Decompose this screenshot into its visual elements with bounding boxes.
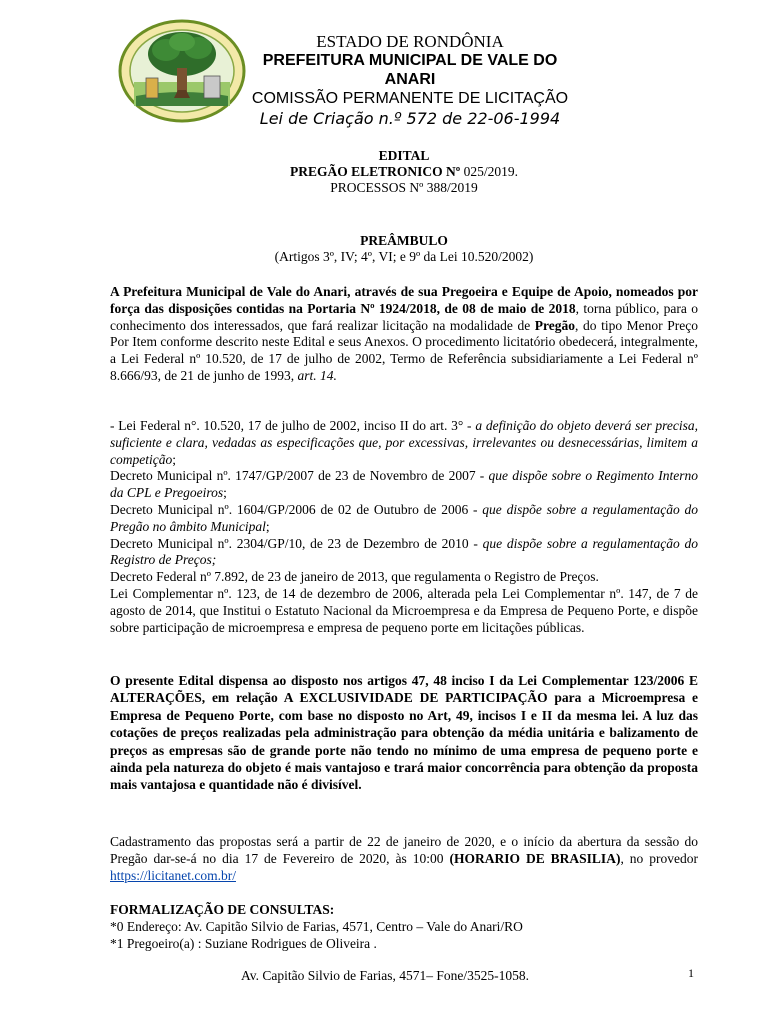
licitanet-link[interactable]: https://licitanet.com.br/	[110, 867, 236, 883]
intro-paragraph	[110, 284, 698, 385]
law-italic: que dispõe sobre o Regimento Interno da CPL e Pregoeiros	[110, 468, 698, 501]
law-end: ;	[223, 485, 227, 501]
law-text: - Lei Federal n°. 10.520, 17 de julho de 2002, inciso II do art. 3° -	[110, 418, 476, 433]
letterhead	[250, 32, 570, 129]
municipal-seal-logo	[116, 18, 248, 124]
law-item	[110, 468, 698, 502]
page-number: 1	[688, 966, 694, 980]
municipality-name: PREFEITURA MUNICIPAL DE VALE DO ANARI	[262, 52, 558, 88]
preambulo-subtitle: (Artigos 3º, IV; 4º, VI; e 9º da Lei 10.520/2002)	[274, 249, 534, 264]
cadastro-text: Cadastramento das propostas será a partir de 22 de janeiro de 2020, e o início da abertura da sessão do Pregão dar-se-á no dia 17 de Fevereiro de 2020, às 10:00	[110, 834, 698, 866]
footer-address: Av. Capitão Silvio de Farias, 4571– Fone/3525-1058.	[241, 968, 529, 983]
intro-pregao: Pregão	[534, 317, 576, 333]
law-italic: que dispõe sobre a regulamentação do Registro de Preços;	[110, 535, 698, 568]
intro-text: , torna público, para o conhecimento dos interessados, que fará realizar licitação na modalidade de	[110, 300, 699, 333]
law-item: Decreto Federal nº 7.892, de 23 de janeiro de 2013, que regulamenta o Registro de Preços.	[110, 569, 599, 585]
consultas-pregoeiro: *1 Pregoeiro(a) : Suziane Rodrigues de Oliveira .	[110, 935, 377, 951]
preambulo-title: PREÂMBULO	[360, 233, 448, 248]
consultas-section	[110, 902, 698, 952]
law-text: Decreto Municipal nº. 2304/GP/10, de 23 de Dezembro de 2010 -	[110, 535, 483, 551]
intro-bold-text: A Prefeitura Municipal de Vale do Anari, através de sua Pregoeira e Equipe de Apoio, nomeados por força das disposições contidas na Portaria Nº 1924/2018, de 08 de maio de 2018	[110, 284, 698, 316]
pregao-number: 025/2019.	[460, 164, 518, 179]
state-name: ESTADO DE RONDÔNIA	[316, 32, 504, 51]
creation-law: Lei de Criação n.º 572 de 22-06-1994	[259, 109, 561, 128]
preambulo-heading	[110, 233, 698, 265]
cadastro-paragraph	[110, 834, 698, 884]
intro-article: art. 14.	[297, 367, 337, 383]
law-text: Decreto Municipal nº. 1604/GP/2006 de 02 de Outubro de 2006 -	[110, 501, 483, 517]
processo-line: PROCESSOS Nº 388/2019	[330, 180, 478, 195]
law-item: Lei Complementar nº. 123, de 14 de dezembro de 2006, alterada pela Lei Complementar nº. 147, de 7 de agosto de 2014, que Institui o Estatuto Nacional da Microempresa e da Empresa de Pequeno Porte, e dispõe sobre participação de microempresa e empresa de pequeno porte em licitações públicas.	[110, 585, 698, 635]
pregao-line	[110, 164, 698, 180]
edital-heading	[110, 148, 698, 196]
law-italic: que dispõe sobre a regulamentação do Pregão no âmbito Municipal	[110, 501, 699, 534]
intro-text-2: , do tipo Menor Preço Por Item conforme descrito neste Edital e seus Anexos. O procedimento licitatório obedecerá, integralmente, a Lei Federal nº 10.520, de 17 de julho de 2002, Termo de Referência subsidiariamente a Lei Federal nº 8.666/93, de 21 de junho de 1993,	[110, 317, 698, 383]
law-item	[110, 502, 698, 536]
law-text: Decreto Municipal nº. 1747/GP/2007 de 23 de Novembro de 2007 -	[110, 468, 489, 484]
commission-name: COMISSÃO PERMANENTE DE LICITAÇÃO	[251, 90, 569, 107]
dispensa-paragraph	[110, 672, 698, 794]
law-italic: a definição do objeto deverá ser precisa, suficiente e clara, vedadas as especificações que, por excessivas, irrelevantes ou desnecessárias, limitem a competição	[110, 418, 698, 467]
pregao-label: PREGÃO ELETRONICO Nº	[290, 164, 461, 179]
edital-title: EDITAL	[378, 148, 430, 163]
cadastro-text-2: , no provedor	[620, 850, 698, 866]
law-item	[110, 418, 698, 468]
consultas-title: FORMALIZAÇÃO DE CONSULTAS:	[110, 902, 335, 917]
law-end: ;	[265, 518, 270, 534]
dispensa-text: O presente Edital dispensa ao disposto nos artigos 47, 48 inciso I da Lei Complementar 123/2006 E ALTERAÇÕES, em relação A EXCLUSIVIDADE DE PARTICIPAÇÃO para a Microempresa e Empresa de Pequeno Porte, com base no disposto no Art, 49, incisos I e II da mesma lei. A luz das cotações de preços realizadas pela administração para obtenção da média unitária e balizamento de preços as empresas são de grande porte não tendo no mínimo de uma empresa de pequeno porte e ainda pela natureza do objeto é mais vantajoso e trará maior concorrência para obtenção da proposta mais vantajosa e quantidade não é divisível.	[110, 673, 698, 793]
cadastro-time-zone: (HORARIO DE BRASILIA)	[449, 850, 621, 866]
law-item	[110, 536, 698, 570]
consultas-address: *0 Endereço: Av. Capitão Silvio de Farias, 4571, Centro – Vale do Anari/RO	[110, 918, 523, 934]
law-end: ;	[172, 451, 176, 467]
laws-list	[110, 418, 698, 636]
